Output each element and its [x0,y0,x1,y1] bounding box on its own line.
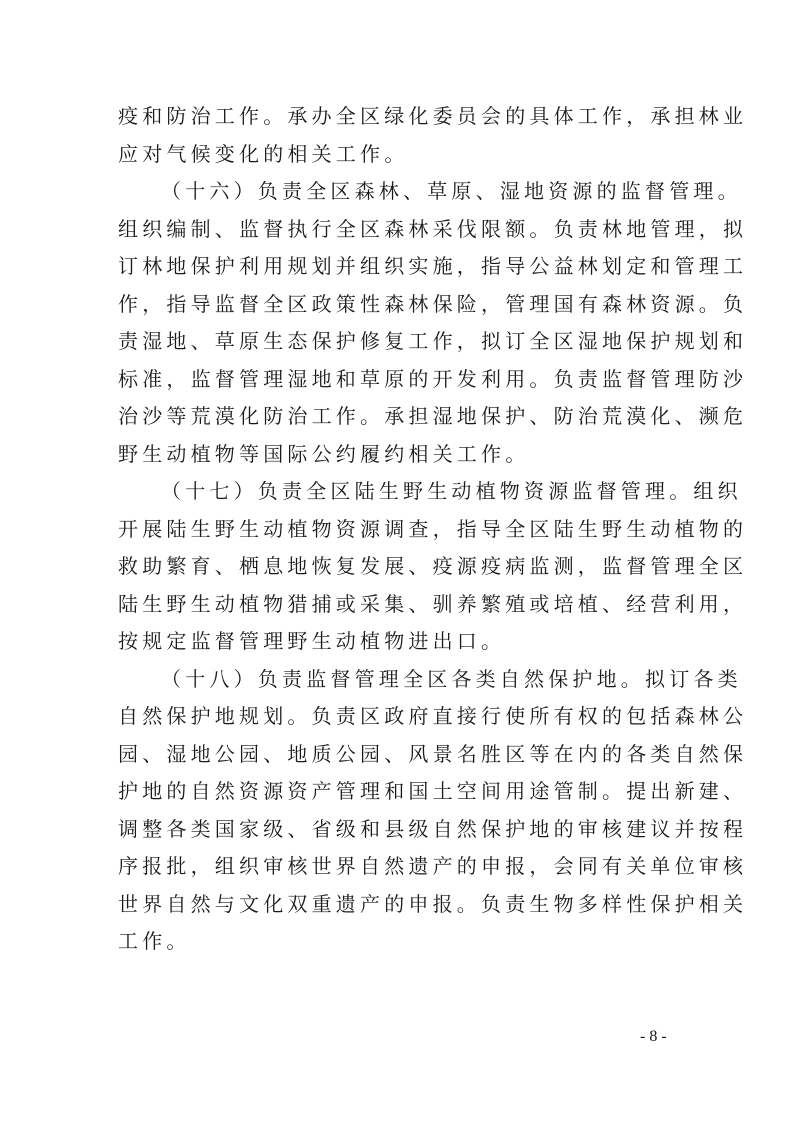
text-line: 园、湿地公园、地质公园、风景名胜区等在内的各类自然保 [118,741,748,766]
text-line: 自然保护地规划。负责区政府直接行使所有权的包括森林公 [118,704,748,728]
text-line: 按规定监督管理野生动植物进出口。 [118,629,506,653]
section-heading-16: （十六）负责全区森林、草原、湿地资源的监督管理。 [161,179,742,203]
text-line: 应对气候变化的相关工作。 [118,141,409,166]
section-heading-17: （十七）负责全区陆生野生动植物资源监督管理。组织 [161,479,742,503]
text-line: 陆生野生动植物猎捕或采集、驯养繁殖或培植、经营利用， [118,591,748,616]
text-line: 序报批，组织审核世界自然遗产的申报，会同有关单位审核 [118,854,748,878]
text-line: 治沙等荒漠化防治工作。承担湿地保护、防治荒漠化、濒危 [118,404,748,428]
section-heading-18: （十八）负责监督管理全区各类自然保护地。拟订各类 [161,666,742,691]
text-line: 护地的自然资源资产管理和国土空间用途管制。提出新建、 [118,779,748,803]
text-line: 野生动植物等国际公约履约相关工作。 [118,441,530,466]
text-line: 疫和防治工作。承办全区绿化委员会的具体工作，承担林业 [118,104,748,128]
page-number: - 8 - [640,1028,667,1045]
text-line: 工作。 [118,929,191,953]
text-line: 组织编制、监督执行全区森林采伐限额。负责林地管理，拟 [118,216,748,241]
text-line: 调整各类国家级、省级和县级自然保护地的审核建议并按程 [118,816,748,841]
text-line: 世界自然与文化双重遗产的申报。负责生物多样性保护相关 [118,891,748,916]
body-text [118,98,748,961]
text-line: 开展陆生野生动植物资源调查，指导全区陆生野生动植物的 [118,516,748,541]
text-line: 订林地保护利用规划并组织实施，指导公益林划定和管理工 [118,254,748,278]
text-line: 作，指导监督全区政策性森林保险，管理国有森林资源。负 [118,291,748,316]
text-line: 救助繁育、栖息地恢复发展、疫源疫病监测，监督管理全区 [118,554,748,578]
text-line: 责湿地、草原生态保护修复工作，拟订全区湿地保护规划和 [118,329,748,353]
text-line: 标准，监督管理湿地和草原的开发利用。负责监督管理防沙 [118,366,748,391]
